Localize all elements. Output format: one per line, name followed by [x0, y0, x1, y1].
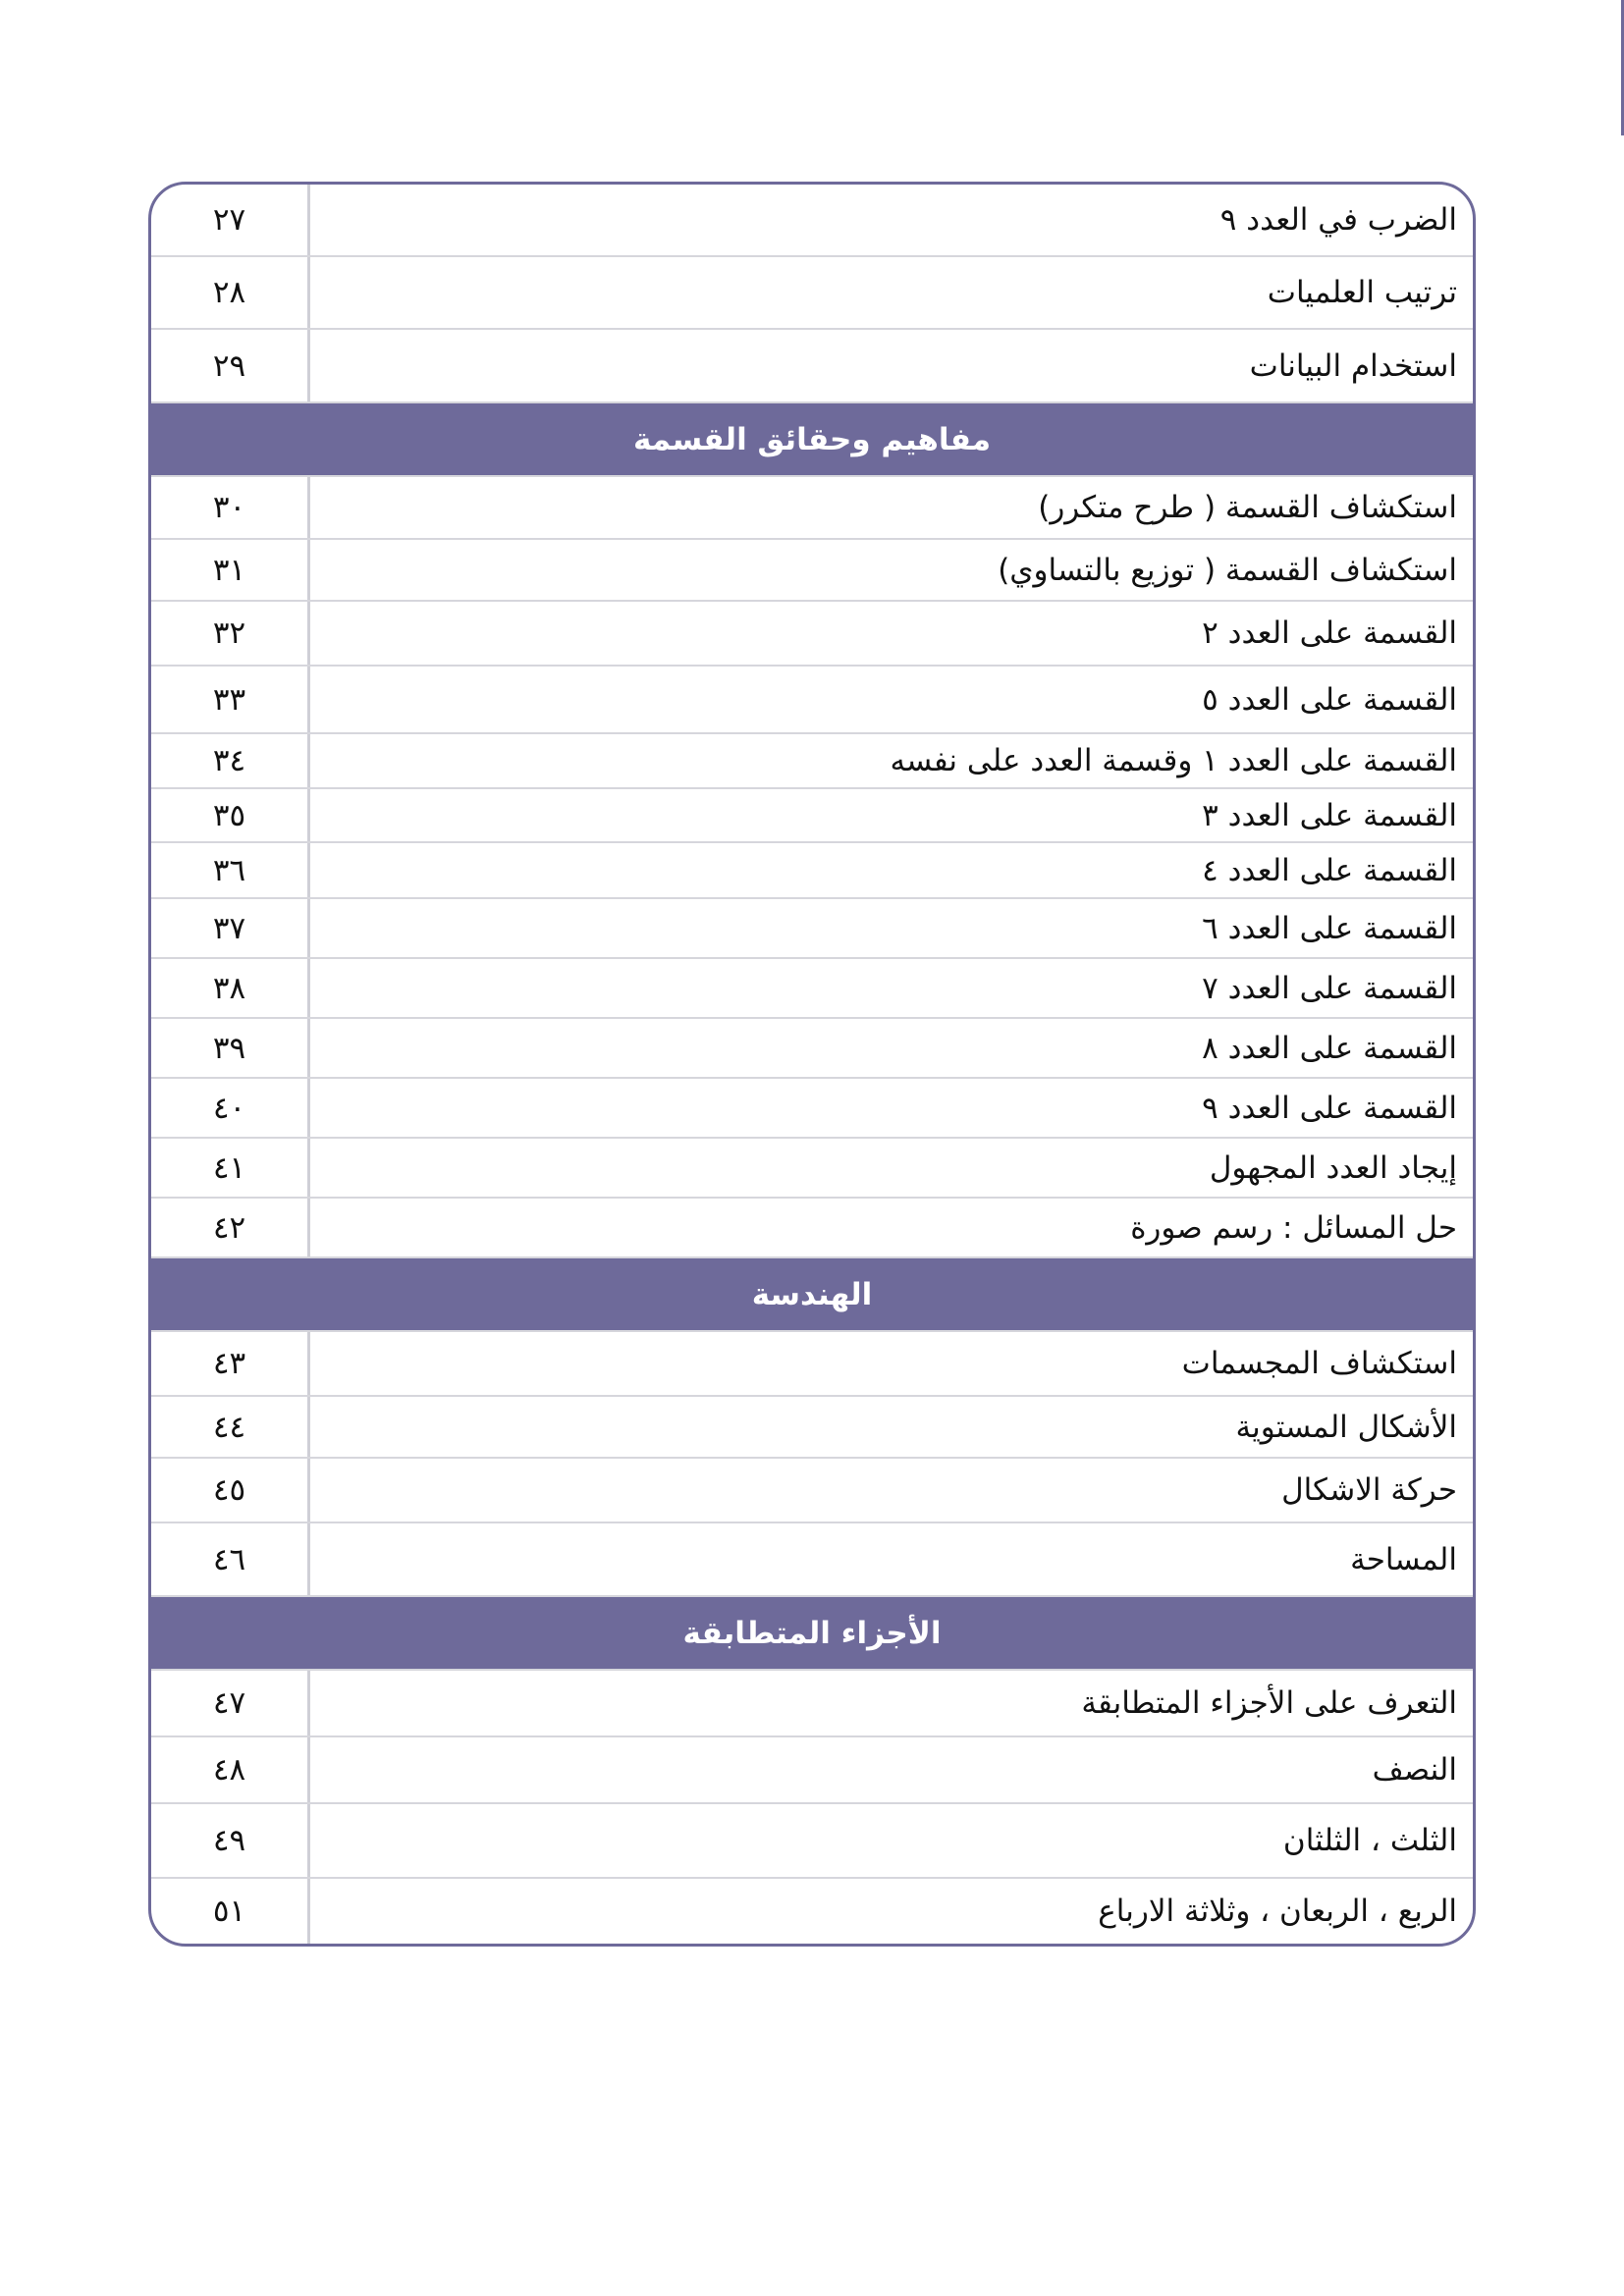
- lesson-title: المساحة: [307, 1523, 1473, 1595]
- lesson-title: استكشاف القسمة ( طرح متكرر): [307, 477, 1473, 538]
- toc-row: [151, 1332, 1473, 1397]
- toc-row: [151, 1879, 1473, 1944]
- section-header: مفاهيم وحقائق القسمة: [151, 403, 1473, 477]
- page-number: ٣٥: [212, 797, 246, 833]
- lesson-title: الأشكال المستوية: [307, 1397, 1473, 1457]
- lesson-title: القسمة على العدد ١ وقسمة العدد على نفسه: [307, 734, 1473, 787]
- toc-row: [151, 1671, 1473, 1737]
- lesson-title: القسمة على العدد ٢: [307, 602, 1473, 665]
- table-of-contents: [148, 182, 1476, 1947]
- page-number: ٤٢: [212, 1209, 246, 1246]
- lesson-title: استكشاف المجسمات: [307, 1332, 1473, 1395]
- page-number: ٣٢: [212, 615, 246, 651]
- page-number: ٤٠: [212, 1090, 246, 1126]
- page-number: ٢٨: [212, 275, 246, 310]
- lesson-title: حل المسائل : رسم صورة: [307, 1199, 1473, 1256]
- lesson-title: القسمة على العدد ٥: [307, 667, 1473, 732]
- toc-row: [151, 1459, 1473, 1523]
- page-number: ٣٦: [212, 852, 246, 888]
- lesson-title: القسمة على العدد ٧: [307, 959, 1473, 1017]
- toc-row: [151, 602, 1473, 667]
- lesson-title: الربع ، الربعان ، وثلاثة الارباع: [307, 1879, 1473, 1944]
- toc-row: [151, 477, 1473, 540]
- page-number: ٣٠: [212, 490, 246, 525]
- page-number: ٤٤: [212, 1409, 246, 1445]
- page-number: ٣٨: [212, 970, 246, 1006]
- section-header: الأجزاء المتطابقة: [151, 1597, 1473, 1671]
- toc-row: [151, 1139, 1473, 1199]
- page-number: ٤١: [212, 1149, 246, 1186]
- page-number: ٤٨: [212, 1752, 246, 1788]
- lesson-title: التعرف على الأجزاء المتطابقة: [307, 1671, 1473, 1735]
- toc-row: [151, 185, 1473, 257]
- page-number: ٥١: [212, 1894, 246, 1929]
- toc-row: [151, 1397, 1473, 1459]
- page-number: ٣٤: [212, 743, 246, 778]
- lesson-title: القسمة على العدد ٣: [307, 789, 1473, 841]
- lesson-title: القسمة على العدد ٩: [307, 1079, 1473, 1137]
- toc-row: [151, 1199, 1473, 1258]
- lesson-title: إيجاد العدد المجهول: [307, 1139, 1473, 1197]
- toc-row: [151, 1019, 1473, 1079]
- page-number: ٤٩: [212, 1823, 246, 1858]
- toc-row: [151, 899, 1473, 959]
- toc-row: [151, 789, 1473, 843]
- toc-row: [151, 959, 1473, 1019]
- toc-row: [151, 1804, 1473, 1879]
- page-number: ٣١: [212, 552, 246, 588]
- toc-row: [151, 734, 1473, 789]
- page-number: ٢٩: [212, 347, 246, 384]
- page-number: ٣٧: [212, 910, 246, 946]
- page-number: ٤٥: [212, 1472, 246, 1508]
- lesson-title: القسمة على العدد ٨: [307, 1019, 1473, 1077]
- lesson-title: استكشاف القسمة ( توزيع بالتساوي): [307, 540, 1473, 600]
- toc-row: [151, 667, 1473, 734]
- toc-row: [151, 330, 1473, 403]
- toc-row: [151, 1079, 1473, 1139]
- lesson-title: استخدام البيانات: [307, 330, 1473, 401]
- lesson-title: النصف: [307, 1737, 1473, 1802]
- toc-row: [151, 540, 1473, 602]
- toc-row: [151, 257, 1473, 330]
- page-number: ٢٧: [212, 202, 246, 238]
- page-number: ٤٦: [212, 1541, 246, 1577]
- lesson-title: القسمة على العدد ٦: [307, 899, 1473, 957]
- toc-row: [151, 843, 1473, 899]
- page-number: ٤٧: [212, 1685, 246, 1721]
- page-number: ٣٣: [212, 681, 246, 718]
- toc-row: [151, 1523, 1473, 1597]
- lesson-title: الضرب في العدد ٩: [307, 185, 1473, 255]
- lesson-title: الثلث ، الثلثان: [307, 1804, 1473, 1877]
- page-number: ٤٣: [212, 1346, 246, 1381]
- lesson-title: القسمة على العدد ٤: [307, 843, 1473, 897]
- lesson-title: حركة الاشكال: [307, 1459, 1473, 1522]
- toc-row: [151, 1737, 1473, 1804]
- lesson-title: ترتيب العلميات: [307, 257, 1473, 328]
- page-number: ٣٩: [212, 1030, 246, 1066]
- section-header: الهندسة: [151, 1258, 1473, 1332]
